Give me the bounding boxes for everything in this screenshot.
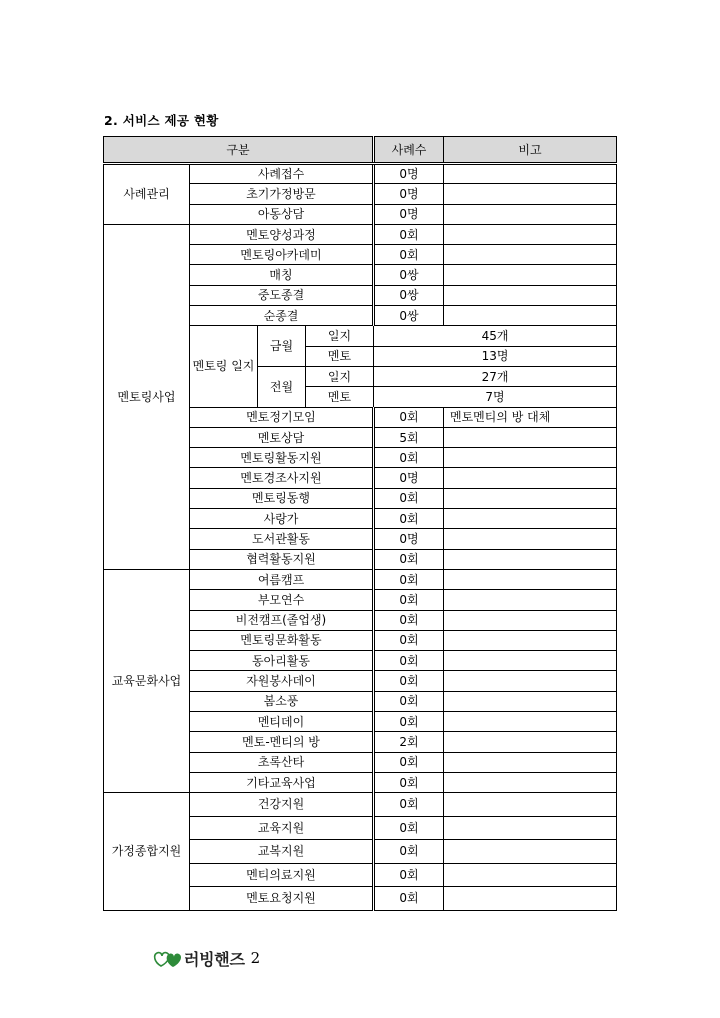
item-name: 중도종결 xyxy=(190,285,374,305)
item-name: 여름캠프 xyxy=(190,569,374,589)
item-name: 교육지원 xyxy=(190,816,374,840)
journal-label: 멘토링 일지 xyxy=(190,326,258,407)
item-count: 0회 xyxy=(374,863,444,887)
item-count: 0회 xyxy=(374,712,444,732)
item-note xyxy=(444,245,617,265)
item-count: 0회 xyxy=(374,887,444,911)
item-count: 0회 xyxy=(374,488,444,508)
item-count: 0명 xyxy=(374,164,444,184)
item-name: 부모연수 xyxy=(190,590,374,610)
item-count: 0회 xyxy=(374,840,444,864)
item-name: 멘토상담 xyxy=(190,427,374,447)
item-count: 0명 xyxy=(374,468,444,488)
page-number: 2 xyxy=(250,949,261,967)
item-count: 0회 xyxy=(374,245,444,265)
item-note xyxy=(444,651,617,671)
item-name: 멘토 xyxy=(306,387,374,407)
item-note xyxy=(444,569,617,589)
item-note: 멘토멘티의 방 대체 xyxy=(444,407,617,427)
group-label-case: 사례관리 xyxy=(104,164,190,225)
footer-brand: 러빙핸즈 xyxy=(184,949,245,969)
item-count: 0회 xyxy=(374,610,444,630)
item-name: 자원봉사데이 xyxy=(190,671,374,691)
item-note xyxy=(444,863,617,887)
item-note xyxy=(444,772,617,792)
item-name: 협력활동지원 xyxy=(190,549,374,569)
item-count: 13명 xyxy=(374,346,617,366)
item-count: 0회 xyxy=(374,448,444,468)
item-note xyxy=(444,732,617,752)
item-count: 0회 xyxy=(374,569,444,589)
item-name: 일지 xyxy=(306,366,374,386)
item-name: 멘토양성과정 xyxy=(190,224,374,244)
item-note xyxy=(444,306,617,326)
item-note xyxy=(444,590,617,610)
group-label-mentoring: 멘토링사업 xyxy=(104,224,190,569)
item-note xyxy=(444,164,617,184)
journal-this-month-label: 금월 xyxy=(258,326,306,367)
item-name: 멘토링문화활동 xyxy=(190,630,374,650)
item-name: 멘토-멘티의 방 xyxy=(190,732,374,752)
table-row xyxy=(104,793,617,817)
item-note xyxy=(444,427,617,447)
item-name: 멘토링활동지원 xyxy=(190,448,374,468)
item-count: 0명 xyxy=(374,529,444,549)
item-note xyxy=(444,529,617,549)
item-name: 멘토경조사지원 xyxy=(190,468,374,488)
item-count: 0회 xyxy=(374,651,444,671)
item-name: 봄소풍 xyxy=(190,691,374,711)
item-note xyxy=(444,488,617,508)
item-note xyxy=(444,752,617,772)
item-note xyxy=(444,840,617,864)
item-count: 0회 xyxy=(374,691,444,711)
table-row xyxy=(104,164,617,184)
item-count: 0회 xyxy=(374,816,444,840)
item-name: 멘토요청지원 xyxy=(190,887,374,911)
journal-last-month-label: 전월 xyxy=(258,366,306,407)
item-note xyxy=(444,691,617,711)
item-count: 0회 xyxy=(374,772,444,792)
item-note xyxy=(444,285,617,305)
item-name: 매칭 xyxy=(190,265,374,285)
item-note xyxy=(444,712,617,732)
item-name: 비전캠프(졸업생) xyxy=(190,610,374,630)
item-count: 0회 xyxy=(374,630,444,650)
item-count: 0쌍 xyxy=(374,285,444,305)
item-count: 27개 xyxy=(374,366,617,386)
item-name: 초기가정방문 xyxy=(190,184,374,204)
item-note xyxy=(444,816,617,840)
item-name: 도서관활동 xyxy=(190,529,374,549)
item-count: 0회 xyxy=(374,590,444,610)
table-row xyxy=(104,569,617,589)
footer xyxy=(152,946,260,970)
item-count: 0쌍 xyxy=(374,306,444,326)
item-name: 일지 xyxy=(306,326,374,346)
service-status-table xyxy=(103,136,617,911)
item-count: 0회 xyxy=(374,224,444,244)
item-note xyxy=(444,610,617,630)
item-count: 2회 xyxy=(374,732,444,752)
item-note xyxy=(444,793,617,817)
item-name: 멘티의료지원 xyxy=(190,863,374,887)
item-note xyxy=(444,204,617,224)
item-note xyxy=(444,887,617,911)
item-count: 45개 xyxy=(374,326,617,346)
item-name: 멘토정기모임 xyxy=(190,407,374,427)
item-count: 0회 xyxy=(374,793,444,817)
item-count: 0회 xyxy=(374,671,444,691)
item-count: 7명 xyxy=(374,387,617,407)
section-title: 2. 서비스 제공 현황 xyxy=(104,113,219,128)
item-name: 건강지원 xyxy=(190,793,374,817)
item-name: 순종결 xyxy=(190,306,374,326)
header-category: 구분 xyxy=(104,137,374,164)
item-note xyxy=(444,265,617,285)
item-name: 동아리활동 xyxy=(190,651,374,671)
item-note xyxy=(444,549,617,569)
item-count: 0회 xyxy=(374,407,444,427)
item-name: 멘토 xyxy=(306,346,374,366)
item-note xyxy=(444,671,617,691)
loving-hands-logo-icon xyxy=(152,946,182,970)
item-note xyxy=(444,224,617,244)
group-label-edu: 교육문화사업 xyxy=(104,569,190,792)
item-name: 사랑가 xyxy=(190,509,374,529)
item-name: 멘토링아카데미 xyxy=(190,245,374,265)
item-count: 5회 xyxy=(374,427,444,447)
table-header-row xyxy=(104,137,617,164)
item-count: 0회 xyxy=(374,549,444,569)
group-label-family: 가정종합지원 xyxy=(104,793,190,911)
header-note: 비고 xyxy=(444,137,617,164)
item-name: 교복지원 xyxy=(190,840,374,864)
item-name: 초록산타 xyxy=(190,752,374,772)
item-count: 0회 xyxy=(374,752,444,772)
table-row xyxy=(104,224,617,244)
item-note xyxy=(444,509,617,529)
item-name: 사례접수 xyxy=(190,164,374,184)
item-count: 0회 xyxy=(374,509,444,529)
item-name: 멘티데이 xyxy=(190,712,374,732)
item-note xyxy=(444,448,617,468)
item-count: 0쌍 xyxy=(374,265,444,285)
item-note xyxy=(444,630,617,650)
item-count: 0명 xyxy=(374,204,444,224)
item-note xyxy=(444,184,617,204)
item-note xyxy=(444,468,617,488)
item-count: 0명 xyxy=(374,184,444,204)
header-count: 사례수 xyxy=(374,137,444,164)
item-name: 멘토링동행 xyxy=(190,488,374,508)
item-name: 기타교육사업 xyxy=(190,772,374,792)
item-name: 아동상담 xyxy=(190,204,374,224)
